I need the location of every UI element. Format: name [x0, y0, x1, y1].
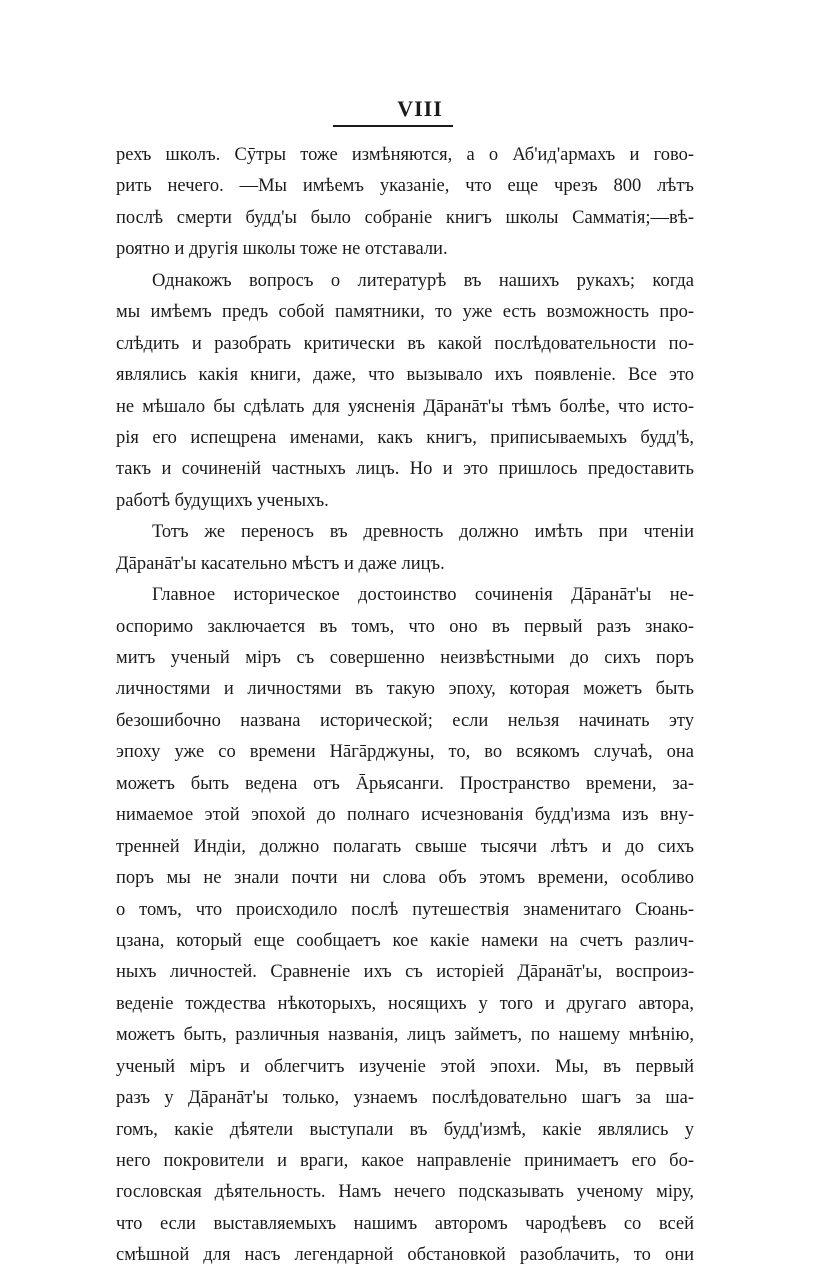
text-line: о томъ, что происходило послѣ путешествія знаменитаго Сюань- [116, 899, 694, 920]
text-line: гомъ, какіе дѣятели выступали въ будд'измѣ, какіе являлись у [116, 1119, 694, 1140]
text-line: разъ у Дāранāт'ы только, узнаемъ послѣдовательно шагъ за ша- [116, 1088, 694, 1109]
text-line: цзана, который еще сообщаетъ кое какіе намеки на счетъ различ- [116, 930, 694, 951]
text-line: являлись какія книги, даже, что вызывало ихъ появленіе. Все это [116, 365, 694, 386]
text-line: не мѣшало бы сдѣлать для уясненія Дāранāт'ы тѣмъ болѣе, что исто- [116, 396, 694, 417]
text-line: работѣ будущихъ ученыхъ. [116, 490, 329, 511]
text-line: поръ мы не знали почти ни слова объ этомъ времени, особливо [116, 868, 694, 889]
text-line: гословская дѣятельность. Намъ нечего подсказывать ученому міру, [116, 1182, 694, 1203]
text-line: нимаемое этой эпохой до полнаго исчезнованія будд'изма изъ вну- [116, 805, 694, 826]
text-line: оспоримо заключается въ томъ, что оно въ первый разъ знако- [116, 616, 694, 637]
text-line: митъ ученый міръ съ совершенно неизвѣстными до сихъ поръ [116, 648, 694, 668]
header-rule [333, 125, 453, 127]
text-line: эпоху уже со времени Нāгāрджуны, то, во всякомъ случаѣ, она [116, 742, 694, 763]
text-line: безошибочно названа исторической; если нельзя начинать эту [116, 710, 694, 731]
text-line: рить нечего. —Мы имѣемъ указаніе, что еще чрезъ 800 лѣтъ [116, 176, 694, 197]
body-text [116, 140, 694, 1272]
text-line: мы имѣемъ предъ собой памятники, то уже есть возможность про- [116, 302, 694, 323]
text-line: рехъ школъ. Сӯтры тоже измѣняются, а о Аб'ид'армахъ и гово- [116, 145, 694, 165]
text-line: такъ и сочиненій частныхъ лицъ. Но и это пришлось предоставить [116, 459, 694, 480]
text-line: ученый міръ и облегчитъ изученіе этой эпохи. Мы, въ первый [116, 1056, 694, 1077]
paragraph [116, 140, 694, 266]
text-line: роятно и другія школы тоже не отставали. [116, 239, 448, 260]
text-line: рія его испещрена именами, какъ книгъ, приписываемыхъ будд'ѣ, [116, 427, 694, 448]
text-line: слѣдить и разобрать критически въ какой послѣдовательности по- [116, 333, 694, 354]
text-line: тренней Индіи, должно полагать свыше тысячи лѣтъ и до сихъ [116, 836, 694, 857]
text-line: можетъ быть, различныя названія, лицъ займетъ, по нашему мнѣнію, [116, 1025, 694, 1046]
text-line: Однакожъ вопросъ о литературѣ въ нашихъ рукахъ; когда [152, 270, 694, 291]
paragraph [116, 266, 694, 518]
page-number: VIII [397, 96, 443, 121]
text-line: смѣшной для насъ легендарной обстановкой разоблачить, то они [116, 1245, 694, 1266]
text-line: что если выставляемыхъ нашимъ авторомъ чародѣевъ со всей [116, 1213, 694, 1234]
text-line: веденіе тождества нѣкоторыхъ, носящихъ у того и другаго автора, [116, 993, 694, 1014]
text-line: ныхъ личностей. Сравненіе ихъ съ исторіей Дāранāт'ы, воспроиз- [116, 962, 694, 983]
text-line: можетъ быть ведена отъ Āрьясанги. Пространство времени, за- [116, 773, 694, 794]
text-line: Тотъ же переносъ въ древность должно имѣть при чтеніи [152, 522, 694, 543]
paragraph [116, 580, 694, 1272]
paragraph [116, 517, 694, 580]
text-line: него покровители и враги, какое направленіе принимаетъ его бо- [116, 1151, 694, 1171]
text-line: Дāранāт'ы касательно мѣстъ и даже лицъ. [116, 553, 445, 574]
text-line: послѣ смерти будд'ы было собраніе книгъ школы Самматія;—вѣ- [116, 207, 694, 228]
text-line: Главное историческое достоинство сочиненія Дāранāт'ы не- [152, 585, 694, 606]
text-line: личностями и личностями въ такую эпоху, которая можетъ быть [116, 679, 694, 700]
